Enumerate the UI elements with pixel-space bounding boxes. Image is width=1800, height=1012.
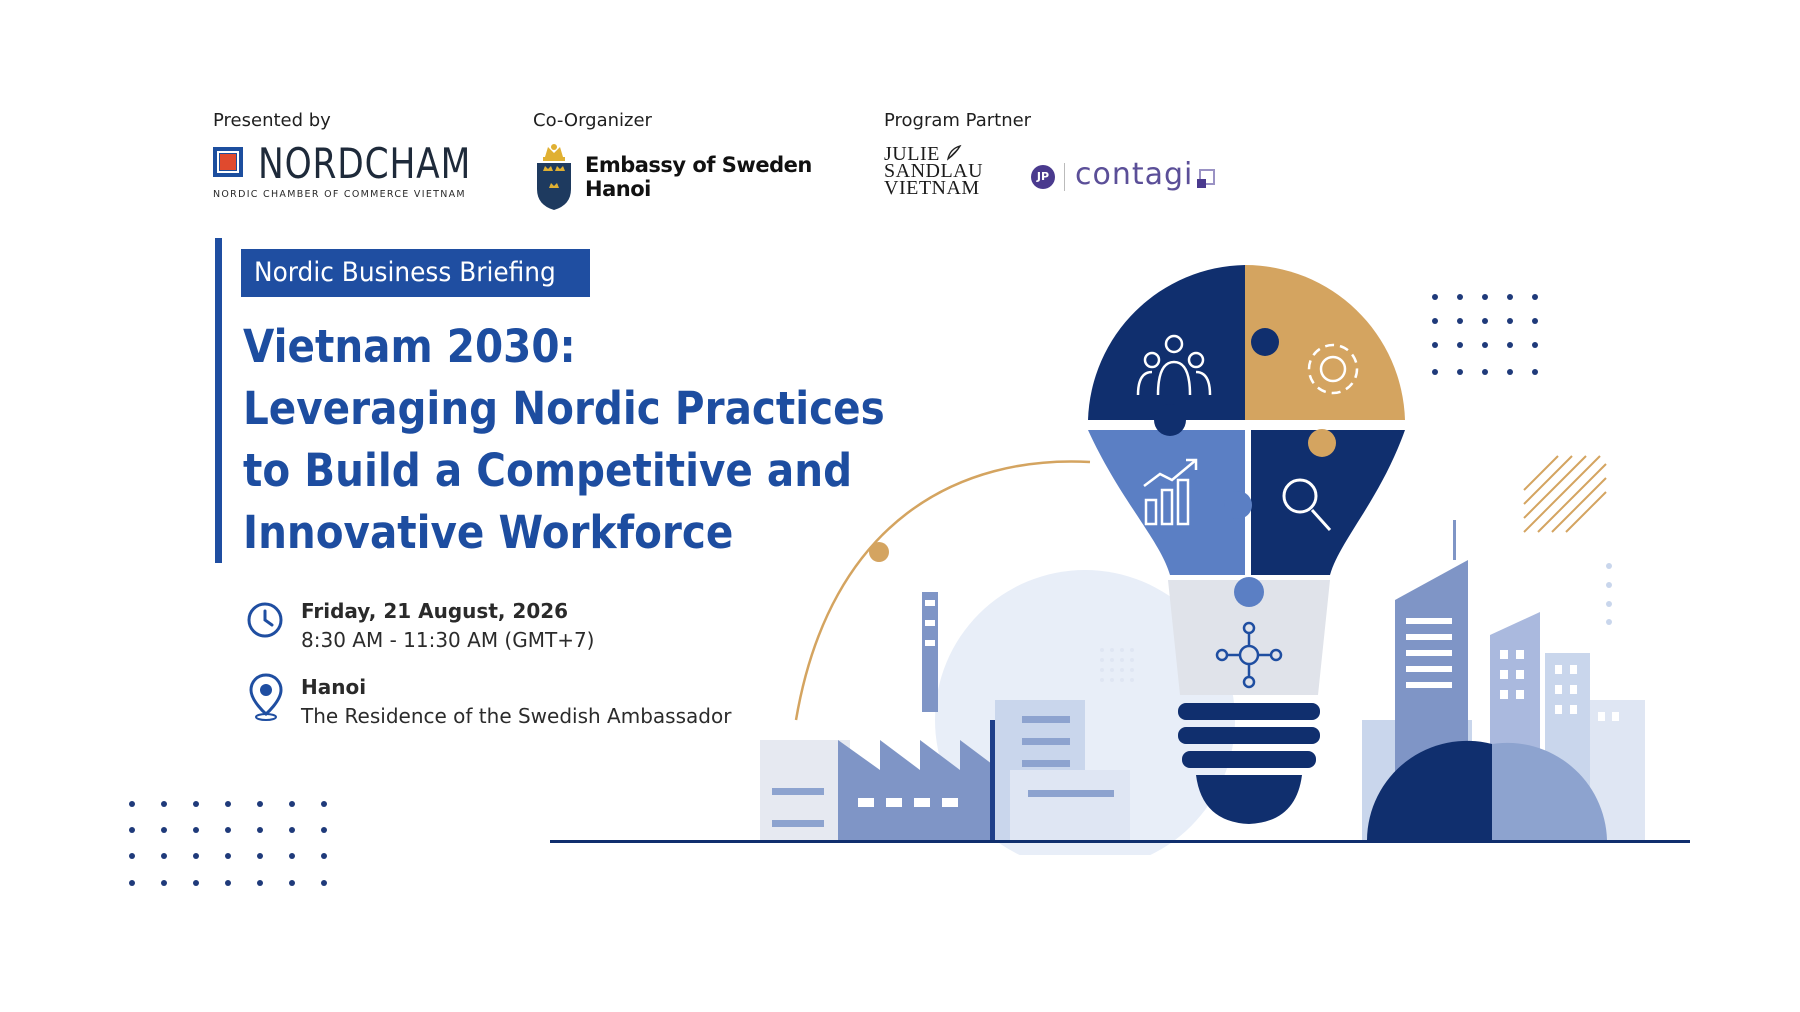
contagi-mark-icon [1195, 167, 1217, 191]
decorative-dots-vertical [1606, 563, 1612, 625]
nordcham-logo [213, 139, 472, 205]
title-line: Innovative Workforce [243, 506, 734, 559]
event-city: Hanoi [301, 675, 367, 699]
title-line: to Build a Competitive and [243, 444, 853, 497]
contagi-logo [1031, 157, 1241, 197]
nordcham-subtitle: NORDIC CHAMBER OF COMMERCE VIETNAM [213, 189, 466, 200]
embassy-name-line2: Hanoi [585, 177, 651, 201]
series-badge-text: Nordic Business Briefing [254, 257, 556, 288]
embassy-name-line1: Embassy of Sweden [585, 153, 812, 177]
gold-arc-dot [869, 542, 889, 562]
contagi-name: contagi [1075, 157, 1194, 192]
location-pin-icon [247, 672, 285, 722]
event-date: Friday, 21 August, 2026 [301, 599, 569, 623]
decorative-gold-hatch [1524, 456, 1606, 532]
logo-divider [1064, 163, 1065, 191]
series-badge [241, 249, 590, 297]
julie-sandlau-logo [884, 143, 994, 199]
decorative-dots-top-right [1432, 294, 1538, 375]
swedish-coat-of-arms-icon [533, 143, 575, 211]
event-venue: The Residence of the Swedish Ambassador [301, 704, 732, 728]
co-organizer-label: Co-Organizer [533, 110, 652, 131]
clock-icon [246, 601, 284, 639]
embassy-name [585, 153, 812, 201]
program-partner-label: Program Partner [884, 110, 1032, 131]
title-accent-bar [215, 238, 222, 563]
decorative-dot-grid [126, 798, 336, 898]
presented-by-label: Presented by [213, 110, 331, 131]
leaf-icon [944, 143, 964, 163]
julie-line3: VIETNAM [884, 177, 980, 199]
nordcham-mark-icon [213, 147, 243, 177]
julie-line1: JULIE [884, 143, 940, 165]
event-time: 8:30 AM - 11:30 AM (GMT+7) [301, 628, 595, 652]
jp-badge: JP [1031, 165, 1055, 189]
ground-line [550, 840, 1690, 843]
nordcham-name: NORDCHAM [258, 139, 472, 188]
title-line: Vietnam 2030: [243, 320, 576, 373]
julie-line2: SANDLAU [884, 160, 984, 182]
lightbulb-city-illustration [540, 255, 1700, 855]
city-buildings [1362, 520, 1645, 840]
embassy-logo [533, 143, 812, 211]
title-line: Leveraging Nordic Practices [243, 382, 885, 435]
